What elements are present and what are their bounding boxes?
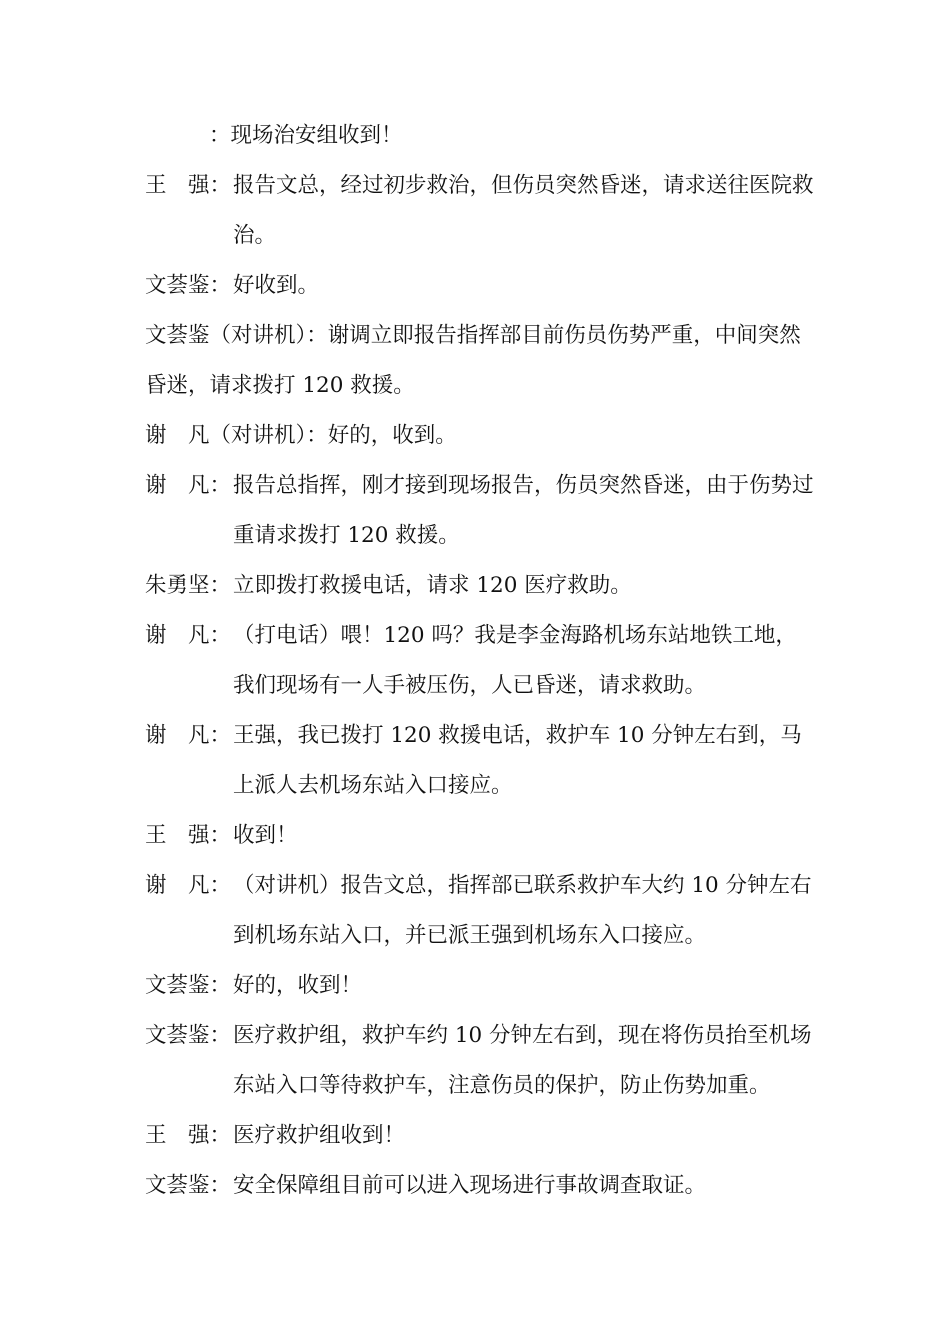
speaker-label: 朱勇坚： [145,573,232,598]
dialogue-text: ：现场治安组收到！ [209,123,403,148]
dialogue-text: 收到！ [233,823,298,848]
dialogue-line [145,861,815,961]
dialogue-line [145,111,815,161]
dialogue-text: 立即拨打救援电话，请求 120 医疗救助。 [233,573,632,598]
speaker-label: 王 强： [145,173,232,198]
dialogue-line [145,261,815,311]
dialogue-line [145,161,815,261]
dialogue-text: （打电话）喂！120 吗？我是李金海路机场东站地铁工地，我们现场有一人手被压伤，人已昏迷，请求救助。 [233,623,797,698]
dialogue-text: 好收到。 [233,273,320,298]
dialogue-text: 报告总指挥，刚才接到现场报告，伤员突然昏迷，由于伤势过重请求拨打 120 救援。 [233,473,814,548]
dialogue-text-body: 谢调立即报告指挥部目前伤员伤势严重，中间突然昏迷，请求拨打 120 救援。 [145,323,801,398]
dialogue-line [145,1011,815,1111]
dialogue-line [145,311,815,411]
dialogue-text: 医疗救护组收到！ [233,1123,406,1148]
dialogue-text: 王强，我已拨打 120 救援电话，救护车 10 分钟左右到，马上派人去机场东站入口接应。 [233,723,802,798]
dialogue-line [145,961,815,1011]
dialogue-text: 报告文总，经过初步救治，但伤员突然昏迷，请求送往医院救治。 [233,173,814,248]
speaker-label: 文荟鉴： [145,973,232,998]
speaker-label: 谢 凡（对讲机）： [145,423,328,448]
dialogue-line [145,1111,815,1161]
speaker-label: 谢 凡： [145,873,232,898]
speaker-label: 文荟鉴（对讲机）： [145,323,328,348]
speaker-label: 文荟鉴： [145,273,232,298]
speaker-label: 谢 凡： [145,723,232,748]
speaker-label: 文荟鉴： [145,1023,232,1048]
speaker-label: 王 强： [145,1123,232,1148]
dialogue-line [145,561,815,611]
dialogue-line [145,611,815,711]
dialogue-text: （对讲机）报告文总，指挥部已联系救护车大约 10 分钟左右到机场东站入口，并已派王强到机场东入口接应。 [233,873,812,948]
speaker-label: 文荟鉴： [145,1173,232,1198]
dialogue-text [145,411,815,461]
dialogue-text [145,311,815,411]
dialogue-text-body: 好的，收到。 [327,423,457,448]
dialogue-text: 好的，收到！ [233,973,363,998]
dialogue-text: 安全保障组目前可以进入现场进行事故调查取证。 [233,1173,707,1198]
dialogue-line [145,1161,815,1211]
speaker-label: 谢 凡： [145,473,232,498]
speaker-label [145,111,209,161]
dialogue-line [145,811,815,861]
dialogue-line [145,461,815,561]
speaker-label: 谢 凡： [145,623,232,648]
dialogue-line [145,711,815,811]
speaker-label: 王 强： [145,823,232,848]
dialogue-text: 医疗救护组，救护车约 10 分钟左右到，现在将伤员抬至机场东站入口等待救护车，注意伤员的保护，防止伤势加重。 [233,1023,812,1098]
dialogue-line [145,411,815,461]
